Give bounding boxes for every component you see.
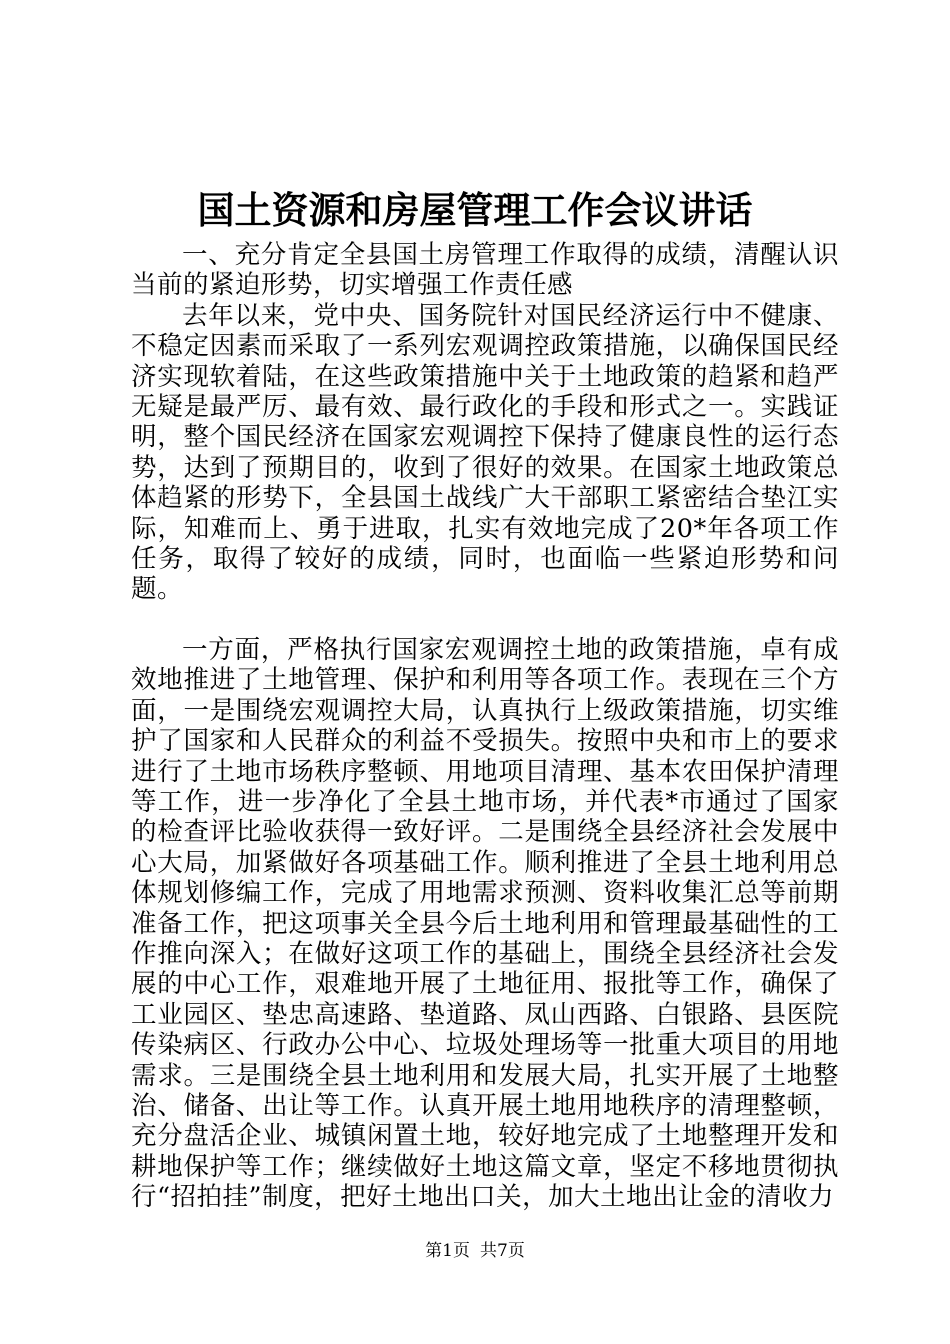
section-heading-paragraph: 一、充分肯定全县国土房管理工作取得的成绩，清醒认识当前的紧迫形势，切实增强工作责任感 xyxy=(131,240,839,301)
body-paragraph: 一方面，严格执行国家宏观调控土地的政策措施，卓有成效地推进了土地管理、保护和利用等各项工作。表现在三个方面，一是围绕宏观调控大局，认真执行上级政策措施，切实维护了国家和人民群众的利益不受损失。按照中央和市上的要求进行了土地市场秩序整顿、用地项目清理、基本农田保护清理等工作，进一步净化了全县土地市场，并代表*市通过了国家的检查评比验收获得一致好评。二是围绕全县经济社会发展中心大局，加紧做好各项基础工作。顺利推进了全县土地利用总体规划修编工作，完成了用地需求预测、资料收集汇总等前期准备工作，把这项事关全县今后土地利用和管理最基础性的工作推向深入；在做好这项工作的基础上，围绕全县经济社会发展的中心工作，艰难地开展了土地征用、报批等工作，确保了工业园区、垫忠高速路、垫道路、凤山西路、白银路、县医院传染病区、行政办公中心、垃圾处理场等一批重大项目的用地需求。三是围绕全县土地利用和发展大局，扎实开展了土地整治、储备、出让等工作。认真开展土地用地秩序的清理整顿，充分盘活企业、城镇闲置土地，较好地完成了土地整理开发和耕地保护等工作；继续做好土地这篇文章，坚定不移地贯彻执行“招拍挂”制度，把好土地出口关，加大土地出让金的清收力 xyxy=(131,634,839,1213)
page-total: 共7页 xyxy=(480,1241,525,1261)
page-footer xyxy=(0,1240,950,1262)
document-title: 国土资源和房屋管理工作会议讲话 xyxy=(197,188,753,232)
document-body xyxy=(131,240,839,1213)
page-number: 第1页 xyxy=(425,1241,470,1261)
body-paragraph: 去年以来，党中央、国务院针对国民经济运行中不健康、不稳定因素而采取了一系列宏观调控政策措施，以确保国民经济实现软着陆，在这些政策措施中关于土地政策的趋紧和趋严无疑是最严厉、最有效、最行政化的手段和形式之一。实践证明，整个国民经济在国家宏观调控下保持了健康良性的运行态势，达到了预期目的，收到了很好的效果。在国家土地政策总体趋紧的形势下，全县国土战线广大干部职工紧密结合垫江实际，知难而上、勇于进取，扎实有效地完成了20*年各项工作任务，取得了较好的成绩，同时，也面临一些紧迫形势和问题。 xyxy=(131,300,839,605)
